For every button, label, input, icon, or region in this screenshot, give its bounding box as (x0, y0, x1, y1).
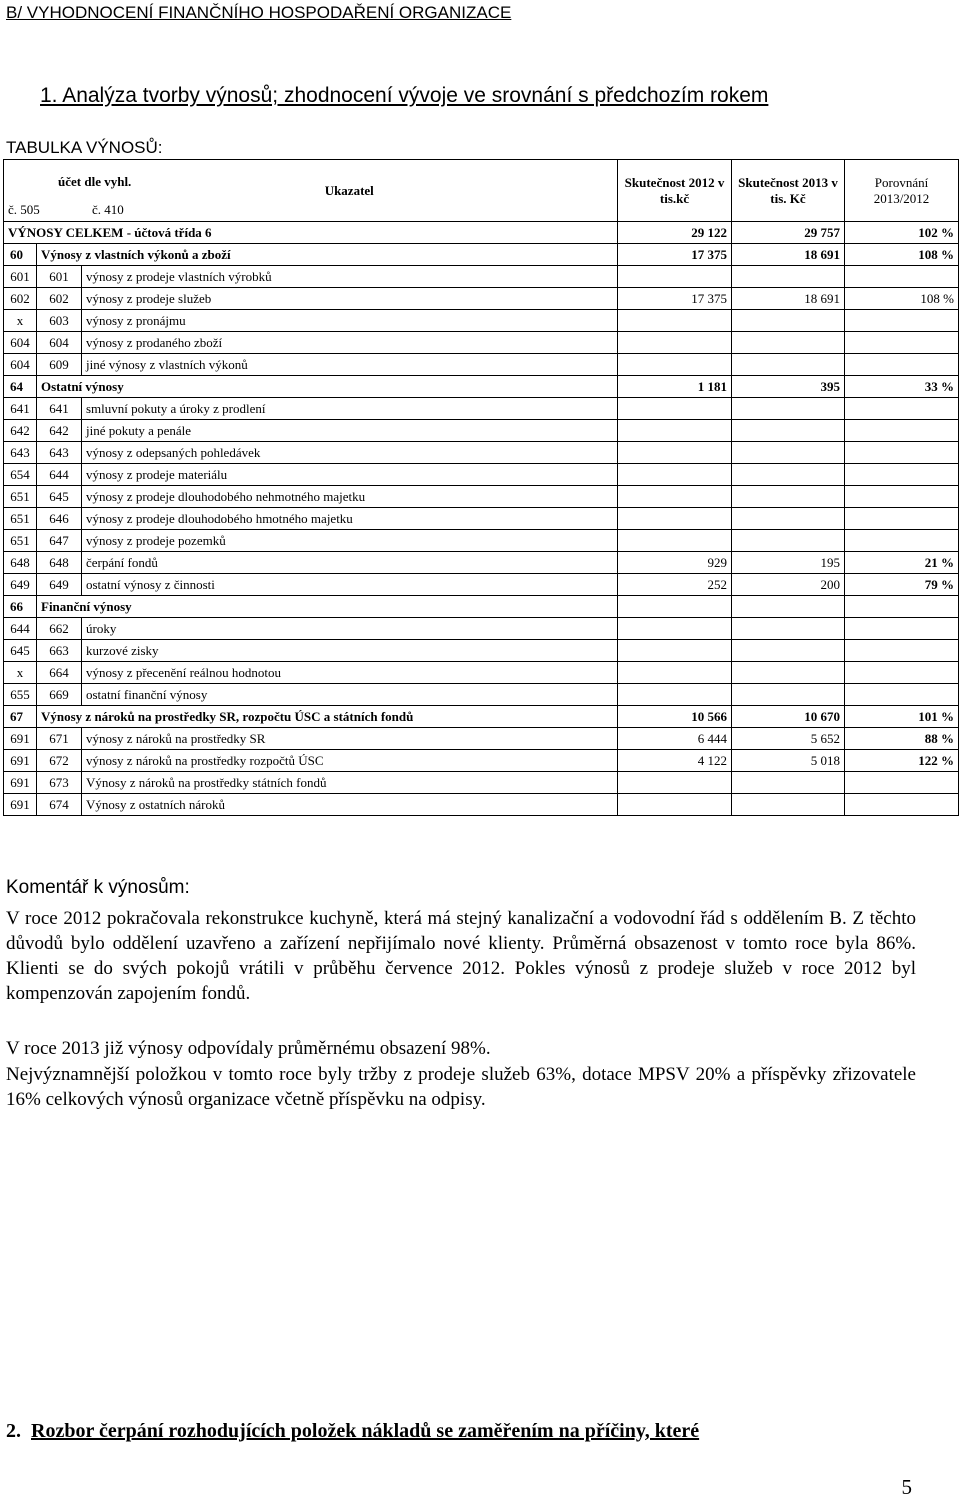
value-2013 (732, 332, 845, 354)
row-label: výnosy z nároků na prostředky SR (82, 728, 618, 750)
table-row (4, 662, 959, 684)
account-505-code: 691 (4, 772, 37, 794)
account-410-code: 641 (37, 398, 82, 420)
account-505-code: 604 (4, 332, 37, 354)
table-row (4, 508, 959, 530)
table-row (4, 574, 959, 596)
comparison-pct (845, 794, 959, 816)
table-row (4, 794, 959, 816)
comparison-pct: 101 % (845, 706, 959, 728)
table-title: TABULKA VÝNOSŮ: (6, 138, 163, 157)
value-2012: 929 (618, 552, 732, 574)
value-2012 (618, 596, 732, 618)
table-row (4, 332, 959, 354)
account-header-505: č. 505 (8, 202, 40, 217)
actual-2013-header: Skutečnost 2013 v tis. Kč (732, 160, 845, 222)
table-row (4, 266, 959, 288)
comparison-pct: 102 % (845, 222, 959, 244)
page-number: 5 (901, 1475, 912, 1499)
comparison-pct (845, 332, 959, 354)
comparison-pct (845, 596, 959, 618)
table-row (4, 310, 959, 332)
row-label: výnosy z prodeje dlouhodobého nehmotného majetku (82, 486, 618, 508)
table-row (4, 728, 959, 750)
value-2013 (732, 442, 845, 464)
value-2013: 10 670 (732, 706, 845, 728)
row-label: kurzové zisky (82, 640, 618, 662)
account-505-code: 641 (4, 398, 37, 420)
value-2013: 18 691 (732, 244, 845, 266)
comment-paragraph-2: V roce 2013 již výnosy odpovídaly průměrnému obsazení 98%. (6, 1038, 491, 1059)
value-2013 (732, 772, 845, 794)
row-label: smluvní pokuty a úroky z prodlení (82, 398, 618, 420)
account-410-code: 649 (37, 574, 82, 596)
account-410-code: 604 (37, 332, 82, 354)
account-505-code: 654 (4, 464, 37, 486)
value-2013 (732, 640, 845, 662)
row-label: ostatní finanční výnosy (82, 684, 618, 706)
comparison-pct (845, 266, 959, 288)
comparison-pct: 108 % (845, 244, 959, 266)
table-row (4, 684, 959, 706)
comment-title: Komentář k výnosům: (6, 877, 190, 898)
account-410-code: 646 (37, 508, 82, 530)
value-2013 (732, 662, 845, 684)
comparison-pct (845, 618, 959, 640)
revenue-table (3, 159, 959, 816)
table-row (4, 640, 959, 662)
account-410-code: 672 (37, 750, 82, 772)
comparison-pct (845, 772, 959, 794)
value-2013 (732, 508, 845, 530)
account-505-code: 651 (4, 486, 37, 508)
account-header-label: účet dle vyhl. (58, 174, 132, 189)
row-label: jiné pokuty a penále (82, 420, 618, 442)
row-label: čerpání fondů (82, 552, 618, 574)
account-505-code: x (4, 662, 37, 684)
comparison-pct (845, 420, 959, 442)
row-label: výnosy z přecenění reálnou hodnotou (82, 662, 618, 684)
account-410-code: 662 (37, 618, 82, 640)
row-label: výnosy z pronájmu (82, 310, 618, 332)
value-2013 (732, 794, 845, 816)
account-505-code: 602 (4, 288, 37, 310)
value-2012 (618, 618, 732, 640)
analysis-subtitle: 1. Analýza tvorby výnosů; zhodnocení vývoje ve srovnání s předchozím rokem (40, 84, 769, 107)
account-505-code: 601 (4, 266, 37, 288)
row-label: VÝNOSY CELKEM - účtová třída 6 (4, 222, 618, 244)
account-505-code: 642 (4, 420, 37, 442)
group-row (4, 244, 959, 266)
row-label: Výnosy z ostatních nároků (82, 794, 618, 816)
account-505-code: 691 (4, 728, 37, 750)
account-505-code: 655 (4, 684, 37, 706)
table-row (4, 288, 959, 310)
value-2012: 252 (618, 574, 732, 596)
value-2013: 29 757 (732, 222, 845, 244)
account-505-code: 649 (4, 574, 37, 596)
comparison-pct (845, 486, 959, 508)
value-2013: 200 (732, 574, 845, 596)
account-505-code: 643 (4, 442, 37, 464)
account-505-code: 604 (4, 354, 37, 376)
value-2012: 29 122 (618, 222, 732, 244)
value-2012 (618, 332, 732, 354)
table-row (4, 552, 959, 574)
section-title: B/ VYHODNOCENÍ FINANČNÍHO HOSPODAŘENÍ ORGANIZACE (6, 3, 512, 22)
account-505-code: 644 (4, 618, 37, 640)
row-label: Finanční výnosy (37, 596, 618, 618)
next-section-heading (6, 1420, 699, 1443)
row-label: Výnosy z nároků na prostředky SR, rozpočtu ÚSC a státních fondů (37, 706, 618, 728)
account-header (4, 160, 132, 222)
comparison-pct: 79 % (845, 574, 959, 596)
account-410-code: 644 (37, 464, 82, 486)
table-row (4, 442, 959, 464)
value-2012 (618, 486, 732, 508)
comparison-pct: 33 % (845, 376, 959, 398)
comparison-pct (845, 310, 959, 332)
row-label: jiné výnosy z vlastních výkonů (82, 354, 618, 376)
indicator-header: Ukazatel (82, 160, 618, 222)
row-label: výnosy z prodeje materiálu (82, 464, 618, 486)
account-410-code: 602 (37, 288, 82, 310)
value-2013 (732, 464, 845, 486)
comparison-pct (845, 442, 959, 464)
table-row (4, 354, 959, 376)
table-row (4, 398, 959, 420)
value-2012 (618, 464, 732, 486)
value-2013 (732, 684, 845, 706)
account-505-code: x (4, 310, 37, 332)
value-2013: 195 (732, 552, 845, 574)
value-2013 (732, 398, 845, 420)
account-505-code: 651 (4, 508, 37, 530)
account-410-code: 664 (37, 662, 82, 684)
row-label: ostatní výnosy z činnosti (82, 574, 618, 596)
comparison-pct (845, 508, 959, 530)
account-410-code: 643 (37, 442, 82, 464)
value-2012 (618, 772, 732, 794)
row-label: Výnosy z nároků na prostředky státních fondů (82, 772, 618, 794)
value-2012 (618, 310, 732, 332)
comparison-pct: 108 % (845, 288, 959, 310)
account-410-code: 647 (37, 530, 82, 552)
row-label: výnosy z prodeje služeb (82, 288, 618, 310)
comparison-pct (845, 684, 959, 706)
comparison-pct (845, 640, 959, 662)
group-row (4, 376, 959, 398)
account-410-code: 669 (37, 684, 82, 706)
value-2012 (618, 398, 732, 420)
value-2013 (732, 596, 845, 618)
total-row (4, 222, 959, 244)
table-row (4, 530, 959, 552)
value-2012 (618, 640, 732, 662)
comment-paragraph-3: Nejvýznamnější položkou v tomto roce byly tržby z prodeje služeb 63%, dotace MPSV 20% a příspěvky zřizovatele 16% celkových výnosů organizace včetně příspěvku na odpisy. (6, 1064, 916, 1110)
value-2013 (732, 310, 845, 332)
table-row (4, 464, 959, 486)
row-label: úroky (82, 618, 618, 640)
comparison-pct (845, 354, 959, 376)
row-label: Výnosy z vlastních výkonů a zboží (37, 244, 618, 266)
row-label: výnosy z nároků na prostředky rozpočtů ÚSC (82, 750, 618, 772)
comparison-pct (845, 398, 959, 420)
value-2012 (618, 266, 732, 288)
group-code: 60 (4, 244, 37, 266)
comparison-pct: 88 % (845, 728, 959, 750)
account-410-code: 648 (37, 552, 82, 574)
comparison-pct (845, 530, 959, 552)
next-section-number: 2. (6, 1420, 21, 1442)
group-row (4, 706, 959, 728)
account-410-code: 603 (37, 310, 82, 332)
group-row (4, 596, 959, 618)
comparison-pct: 122 % (845, 750, 959, 772)
value-2012 (618, 442, 732, 464)
value-2012 (618, 420, 732, 442)
value-2013 (732, 354, 845, 376)
table-row (4, 618, 959, 640)
account-505-code: 691 (4, 794, 37, 816)
value-2012 (618, 508, 732, 530)
value-2013: 395 (732, 376, 845, 398)
table-row (4, 750, 959, 772)
comparison-pct: 21 % (845, 552, 959, 574)
value-2013 (732, 420, 845, 442)
account-410-code: 671 (37, 728, 82, 750)
value-2013: 18 691 (732, 288, 845, 310)
value-2012 (618, 662, 732, 684)
account-410-code: 673 (37, 772, 82, 794)
actual-2012-header: Skutečnost 2012 v tis.kč (618, 160, 732, 222)
next-section-title: Rozbor čerpání rozhodujících položek nákladů se zaměřením na příčiny, které (31, 1420, 700, 1442)
comment-paragraph-1: V roce 2012 pokračovala rekonstrukce kuchyně, která má stejný kanalizační a vodovodní řád s oddělením B. Z těchto důvodů bylo oddělení uzavřeno a zařízení nepřijímalo nové klienty. Průměrná obsazenost v tomto roce byla 86%. Klienti se do svých pokojů vrátili v průběhu července 2012. Pokles výnosů z prodeje služeb v roce 2012 byl kompenzován zapojením fondů. (6, 908, 916, 1004)
account-410-code: 642 (37, 420, 82, 442)
row-label: výnosy z prodeje pozemků (82, 530, 618, 552)
comparison-pct (845, 662, 959, 684)
value-2013 (732, 486, 845, 508)
account-410-code: 674 (37, 794, 82, 816)
value-2013 (732, 618, 845, 640)
value-2012: 10 566 (618, 706, 732, 728)
value-2012: 6 444 (618, 728, 732, 750)
value-2013 (732, 530, 845, 552)
table-header-row (4, 160, 959, 222)
group-code: 64 (4, 376, 37, 398)
row-label: výnosy z odepsaných pohledávek (82, 442, 618, 464)
comparison-header: Porovnání 2013/2012 (845, 160, 959, 222)
value-2013: 5 018 (732, 750, 845, 772)
value-2012: 17 375 (618, 244, 732, 266)
account-505-code: 648 (4, 552, 37, 574)
account-410-code: 663 (37, 640, 82, 662)
account-505-code: 691 (4, 750, 37, 772)
table-row (4, 486, 959, 508)
account-410-code: 645 (37, 486, 82, 508)
row-label: výnosy z prodeje dlouhodobého hmotného majetku (82, 508, 618, 530)
table-row (4, 772, 959, 794)
comparison-pct (845, 464, 959, 486)
group-code: 66 (4, 596, 37, 618)
group-code: 67 (4, 706, 37, 728)
account-505-code: 651 (4, 530, 37, 552)
value-2013: 5 652 (732, 728, 845, 750)
value-2012 (618, 354, 732, 376)
value-2012: 4 122 (618, 750, 732, 772)
value-2012 (618, 530, 732, 552)
value-2012: 1 181 (618, 376, 732, 398)
account-410-code: 601 (37, 266, 82, 288)
table-row (4, 420, 959, 442)
account-410-code: 609 (37, 354, 82, 376)
value-2013 (732, 266, 845, 288)
row-label: výnosy z prodeje vlastních výrobků (82, 266, 618, 288)
row-label: Ostatní výnosy (37, 376, 618, 398)
account-header-410: č. 410 (92, 202, 124, 217)
account-505-code: 645 (4, 640, 37, 662)
row-label: výnosy z prodaného zboží (82, 332, 618, 354)
value-2012 (618, 684, 732, 706)
value-2012 (618, 794, 732, 816)
value-2012: 17 375 (618, 288, 732, 310)
